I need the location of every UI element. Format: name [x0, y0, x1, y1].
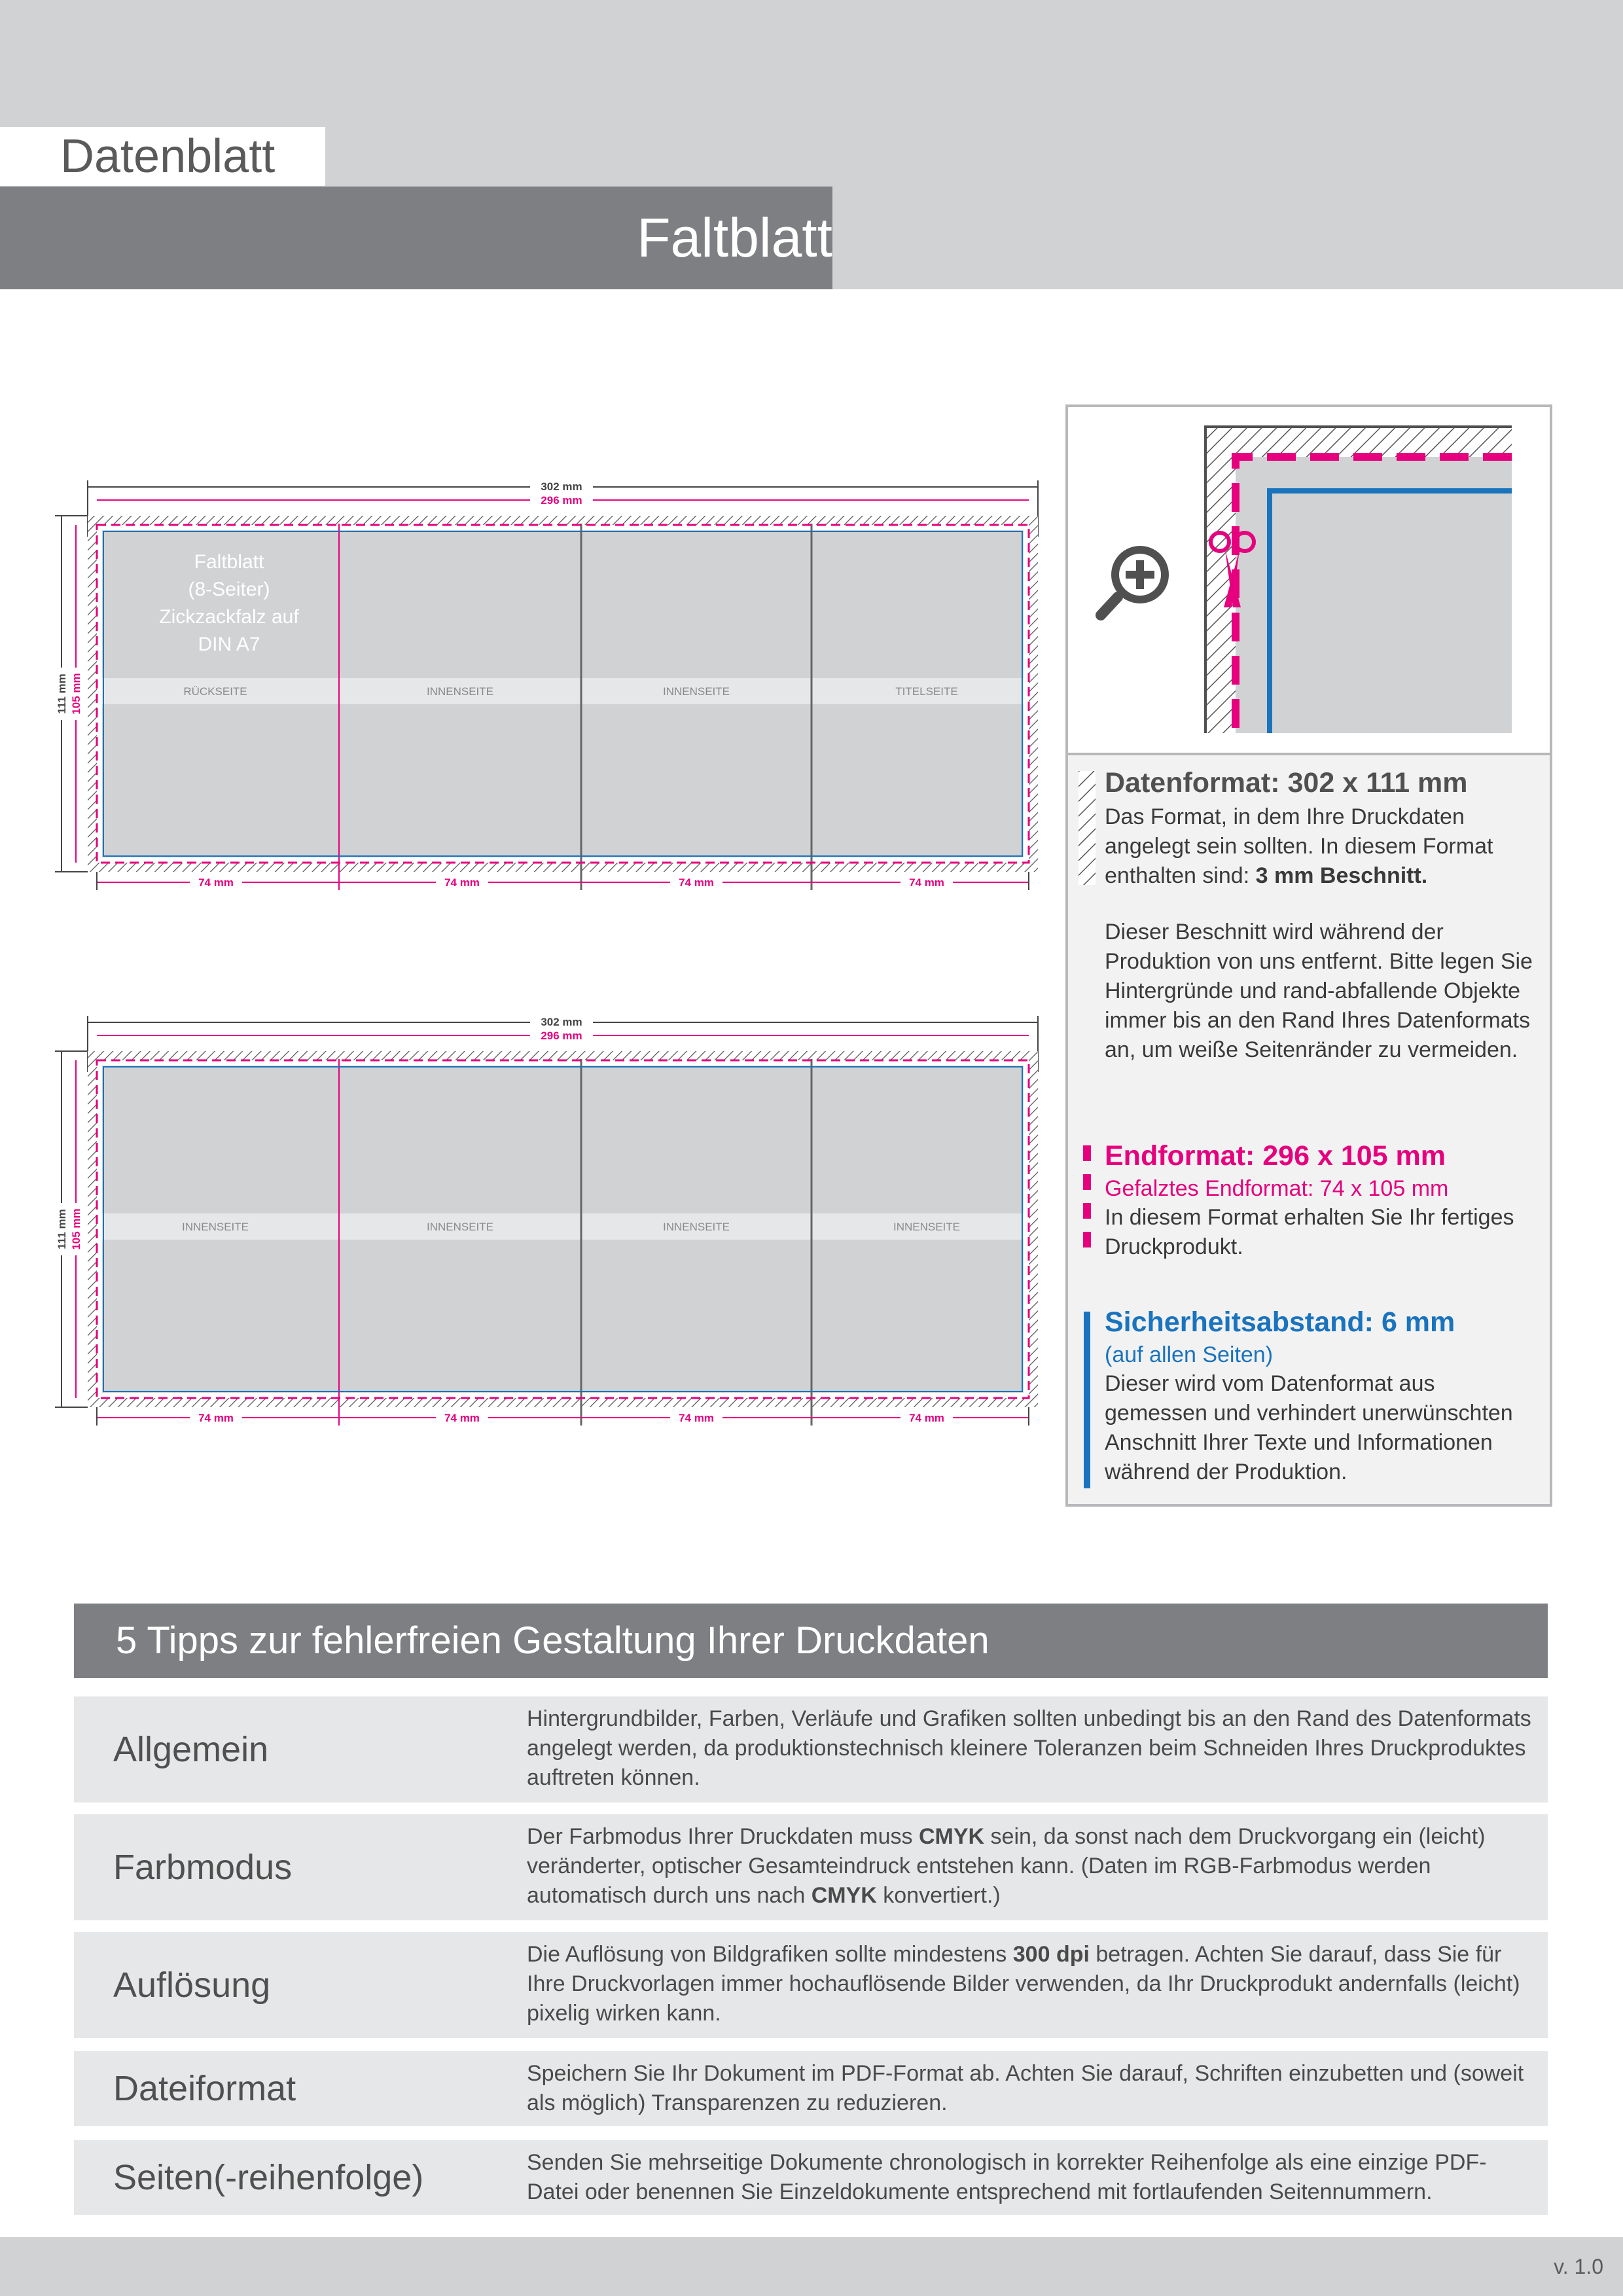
panel-label: RÜCKSEITE [183, 685, 247, 698]
total-height-label: 111 mm [56, 673, 68, 714]
tip-label: Auflösung [113, 1965, 271, 2005]
tip-label: Dateiformat [113, 2069, 296, 2108]
panel-label: INNENSEITE [426, 685, 494, 698]
panel-label: INNENSEITE [181, 1221, 249, 1233]
end-format-marker [1082, 1145, 1092, 1257]
tip-text: Senden Sie mehrseitige Dokumente chronologisch in korrekter Reihenfolge als eine einzige PDF-Datei oder benennen Sie Einzeldokumente entsprechend mit fortlaufenden Seitennummern. [527, 2150, 1487, 2204]
end-format-sub: Gefalztes Endformat: 74 x 105 mm [1105, 1176, 1449, 1201]
safety-sub: (auf allen Seiten) [1105, 1342, 1274, 1367]
safety-desc: Dieser wird vom Datenformat aus gemessen und verhindert unerwünschten Anschnitt Ihrer Texte und Informationen während der Produktion. [1105, 1371, 1513, 1484]
doc-label: Datenblatt [60, 130, 276, 183]
total-height-label: 111 mm [56, 1209, 68, 1249]
tip-label: Seiten(-reihenfolge) [113, 2158, 424, 2197]
panel-width-label: 74 mm [909, 1412, 944, 1424]
safety-title: Sicherheitsabstand: 6 mm [1105, 1306, 1455, 1338]
footer-band [0, 2237, 1623, 2296]
product-line: DIN A7 [198, 634, 260, 655]
panel-width-label: 74 mm [198, 1412, 234, 1424]
tips-title: 5 Tipps zur fehlerfreien Gestaltung Ihrer Druckdaten [116, 1619, 990, 1662]
zoom-detail [1068, 407, 1550, 755]
page-title: Faltblatt [637, 207, 832, 268]
product-line: (8-Seiter) [188, 579, 270, 600]
tip-text: Speichern Sie Ihr Dokument im PDF-Format ab. Achten Sie darauf, Schriften einzubetten und (soweit als möglich) Transparenzen zu reduzieren. [527, 2061, 1524, 2115]
panel-width-label: 74 mm [909, 876, 944, 889]
tip-text: Hintergrundbilder, Farben, Verläufe und Grafiken sollten unbedingt bis an den Rand des Datenformats angelegt werden, da produktionstechnisch kleinere Toleranzen beim Schneiden Ihres Druckproduktes auftreten können. [527, 1706, 1531, 1790]
final-width-label: 296 mm [541, 494, 582, 507]
panel-width-label: 74 mm [198, 876, 234, 889]
scissors-icon [1207, 529, 1259, 614]
legend-box [1065, 404, 1552, 1507]
panel-label: INNENSEITE [662, 1221, 730, 1233]
tips-header [74, 1604, 1548, 1678]
final-width-label: 296 mm [541, 1030, 582, 1042]
panel-width-label: 74 mm [444, 876, 480, 889]
final-height-label: 105 mm [70, 673, 82, 715]
panel-label: INNENSEITE [662, 685, 730, 698]
total-width-label: 302 mm [541, 1016, 582, 1028]
version-label: v. 1.0 [1554, 2255, 1603, 2278]
tip-row [74, 2140, 1548, 2215]
final-height-label: 105 mm [70, 1208, 82, 1250]
end-format-desc: In diesem Format erhalten Sie Ihr fertiges Druckprodukt. [1105, 1205, 1514, 1259]
data-format-title: Datenformat: 302 x 111 mm [1105, 767, 1468, 798]
product-line: Faltblatt [194, 551, 264, 573]
end-format-title: Endformat: 296 x 105 mm [1105, 1140, 1446, 1172]
fold-diagram-front [46, 471, 1067, 889]
panel-label: TITELSEITE [895, 685, 958, 698]
panel-label: INNENSEITE [426, 1221, 494, 1233]
fold-diagram-back [46, 1007, 1067, 1424]
data-format-desc: Das Format, in dem Ihre Druckdaten angelegt sein sollten. In diesem Format enthalten sind: 3 mm Beschnitt. [1105, 804, 1493, 888]
tip-text: Der Farbmodus Ihrer Druckdaten muss CMYK sein, da sonst nach dem Druckvorgang ein (leicht) veränderter, optischer Gesamteindruck entstehen kann. (Daten im RGB-Farbmodus werden automatisch durch uns nach CMYK konvertiert.) [527, 1824, 1486, 1908]
safety-marker [1084, 1312, 1090, 1488]
zoom-in-icon [1094, 538, 1179, 623]
panel-width-label: 74 mm [679, 1412, 714, 1424]
data-format-note: Dieser Beschnitt wird während der Produktion von uns entfernt. Bitte legen Sie Hintergründe und rand-abfallende Objekte immer bis an den Rand Ihres Datenformats an, um weiße Seitenränder zu vermeiden. [1105, 920, 1533, 1062]
tip-text: Die Auflösung von Bildgrafiken sollte mindestens 300 dpi betragen. Achten Sie darauf, dass Sie für Ihre Druckvorlagen immer hochauflösende Bilder verwenden, da Ihr Druckprodukt andernfalls (leicht) pixelig wirken kann. [527, 1942, 1520, 2026]
hatch-marker [1079, 771, 1096, 885]
tip-row [74, 1814, 1548, 1920]
tip-row [74, 2051, 1548, 2126]
total-width-label: 302 mm [541, 480, 582, 493]
tip-row [74, 1932, 1548, 2038]
tip-label: Farbmodus [113, 1848, 293, 1887]
tip-row [74, 1696, 1548, 1803]
panel-label: INNENSEITE [893, 1221, 961, 1233]
product-line: Zickzackfalz auf [159, 606, 299, 628]
panel-width-label: 74 mm [679, 876, 714, 889]
panel-width-label: 74 mm [444, 1412, 480, 1424]
tip-label: Allgemein [113, 1730, 269, 1769]
